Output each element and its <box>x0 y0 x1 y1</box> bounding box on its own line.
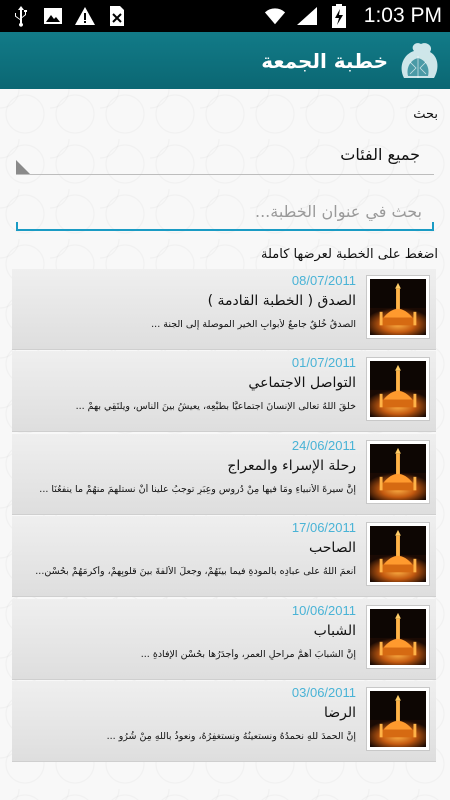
sermon-title: الصاحب <box>309 540 356 557</box>
mosque-night-thumbnail <box>366 522 430 586</box>
category-selected-value: جميع الفئات <box>340 145 420 164</box>
mosque-night-thumbnail <box>366 605 430 669</box>
sermon-title: الشباب <box>313 622 356 639</box>
sermon-title: الصدق ( الخطبة القادمة ) <box>207 293 356 309</box>
app-title: خطبة الجمعة <box>261 48 388 73</box>
mosque-night-thumbnail <box>366 440 430 504</box>
warning-icon <box>74 5 96 27</box>
sermon-excerpt: إنَّ سيرةَ الأنبياءِ ومَا فيها مِنْ دُروسٍ وعِبَرٍ توجبُ علينا أنْ نستلهِمَ منهُمْ ما ينفعُنَا ... <box>39 483 356 495</box>
sermon-date: 08/07/2011 <box>291 273 356 288</box>
mosque-night-thumbnail <box>366 275 430 339</box>
app-bar <box>0 32 450 89</box>
search-input[interactable] <box>16 193 434 231</box>
input-edge-left <box>16 222 18 231</box>
sim-off-icon <box>106 5 128 27</box>
sermon-date: 03/06/2011 <box>291 684 356 700</box>
sermon-date: 10/06/2011 <box>291 602 356 618</box>
sermon-title: رحلة الإسراء والمعراج <box>227 457 356 474</box>
clock: 1:03 PM <box>363 4 442 27</box>
sermon-row[interactable] <box>12 516 436 597</box>
status-bar <box>0 0 450 32</box>
content-area <box>0 89 450 800</box>
wifi-icon <box>264 5 286 27</box>
image-icon <box>42 5 64 27</box>
dropdown-triangle-icon <box>16 160 30 174</box>
sermon-excerpt: خلقَ اللهُ تعالى الإنسانَ اجتماعيًّا بطبْعِه، يعيشُ بينَ الناسِ، ويلتَقِي بهِمْ ... <box>75 401 356 413</box>
sermon-list <box>12 269 436 763</box>
signal-icon <box>296 5 318 27</box>
category-dropdown[interactable] <box>16 135 434 175</box>
sermon-date: 01/07/2011 <box>291 355 356 371</box>
sermon-title: التواصل الاجتماعي <box>248 375 356 392</box>
sermon-row[interactable] <box>12 351 436 432</box>
search-label: بحث <box>413 107 438 122</box>
input-edge-right <box>432 222 434 231</box>
sermon-excerpt: الصدقُ خُلقٌ جامعٌ لأبوابِ الخيرِ الموصلة إلى الجنة ... <box>151 319 356 330</box>
sermon-excerpt: إنَّ الشبابَ أهمُّ مراحلِ العمرِ، وأجدَرُها بحُسْنِ الإفادةِ ... <box>140 648 356 660</box>
usb-icon <box>10 5 32 27</box>
sermon-row[interactable] <box>12 599 436 680</box>
mosque-night-thumbnail <box>366 687 430 751</box>
sermon-row[interactable] <box>12 681 436 762</box>
sermon-excerpt: أنعمَ اللهُ على عبادِه بالمودةِ فيما بينَهُمْ، وجعلَ الأُلْفةَ بينَ قلوبِهِمْ، وأكرمَهُمْ بحُسْنِ... <box>35 566 356 578</box>
mosque-logo-icon[interactable] <box>396 38 442 84</box>
sermon-title: الرضا <box>323 704 356 721</box>
sermon-row[interactable] <box>12 269 436 350</box>
sermon-excerpt: إنَّ الحمدَ للهِ نحمدُهُ ونستعينُهُ ونستغفِرُهُ، ونعوذُ باللهِ مِنْ شُرُو ... <box>106 730 356 742</box>
list-hint: اضغط على الخطبة لعرضها كاملة <box>261 247 438 262</box>
mosque-night-thumbnail <box>366 357 430 421</box>
sermon-row[interactable] <box>12 434 436 515</box>
battery-charging-icon <box>328 5 350 27</box>
sermon-date: 17/06/2011 <box>291 520 356 536</box>
sermon-date: 24/06/2011 <box>291 437 356 453</box>
